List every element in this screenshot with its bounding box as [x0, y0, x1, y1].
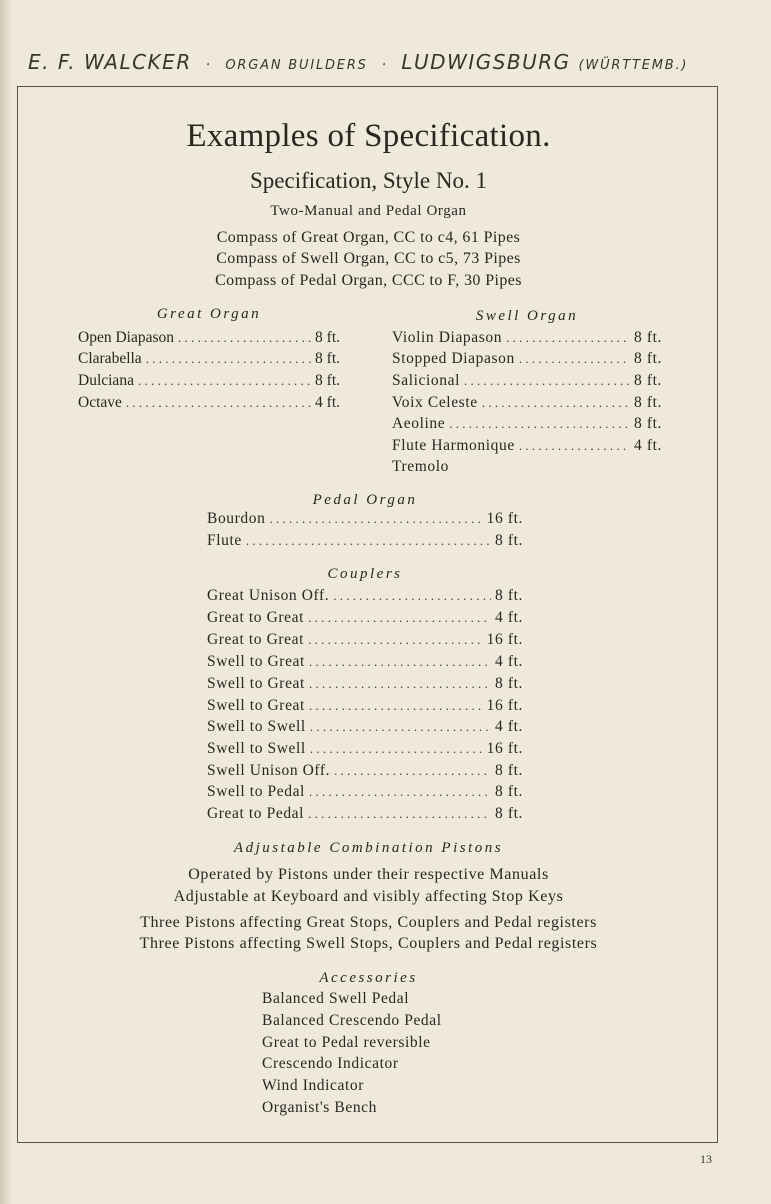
- coupler-name: Great to Great: [207, 631, 305, 648]
- accessory-item: Balanced Crescendo Pedal: [262, 1012, 442, 1029]
- stop-name: Flute: [207, 532, 242, 549]
- stop-pitch: 8 ft.: [634, 329, 662, 346]
- coupler-name: Swell to Great: [207, 653, 305, 670]
- stop-row: [392, 394, 662, 416]
- stop-name: Bourdon: [207, 510, 266, 527]
- organ-type: Two-Manual and Pedal Organ: [270, 203, 467, 219]
- stop-row: [207, 532, 523, 554]
- accessories-heading: Accessories: [319, 970, 418, 986]
- coupler-pitch: 16 ft.: [486, 697, 523, 714]
- city-name: LUDWIGSBURG: [401, 50, 571, 74]
- coupler-name: Swell to Pedal: [207, 783, 305, 800]
- coupler-pitch: 4 ft.: [495, 718, 523, 735]
- accessory-item: Crescendo Indicator: [262, 1055, 399, 1072]
- coupler-name: Swell to Great: [207, 675, 305, 692]
- pistons-heading: Adjustable Combination Pistons: [233, 840, 504, 856]
- coupler-pitch: 16 ft.: [486, 740, 523, 757]
- stop-row: [78, 372, 340, 394]
- coupler-pitch: 8 ft.: [495, 783, 523, 800]
- stop-name: Octave: [78, 394, 122, 411]
- coupler-row: [207, 609, 523, 631]
- coupler-row: [207, 783, 523, 805]
- stop-name: Flute Harmonique: [392, 437, 515, 454]
- coupler-row: [207, 718, 523, 740]
- pistons-line: Operated by Pistons under their respective Manuals: [188, 866, 549, 883]
- stop-row: [207, 510, 523, 532]
- stop-pitch: 4 ft.: [634, 437, 662, 454]
- coupler-pitch: 8 ft.: [495, 587, 523, 604]
- coupler-row: [207, 653, 523, 675]
- specification-subtitle: Specification, Style No. 1: [250, 168, 487, 193]
- coupler-row: [207, 762, 523, 784]
- compass-line: Compass of Great Organ, CC to c4, 61 Pipes: [216, 229, 521, 246]
- stop-name: Clarabella: [78, 350, 142, 367]
- accessory-item: Balanced Swell Pedal: [262, 990, 410, 1007]
- stop-name: Voix Celeste: [392, 394, 478, 411]
- coupler-row: [207, 740, 523, 762]
- stop-pitch: 8 ft.: [634, 394, 662, 411]
- pistons-line: Three Pistons affecting Swell Stops, Couplers and Pedal registers: [139, 935, 598, 952]
- stop-row: [392, 437, 662, 459]
- coupler-row: [207, 631, 523, 653]
- stop-row: [392, 350, 662, 372]
- stop-row: [392, 372, 662, 394]
- coupler-pitch: 8 ft.: [495, 805, 523, 822]
- stop-pitch: 4 ft.: [315, 394, 340, 411]
- stop-pitch: 8 ft.: [315, 329, 340, 346]
- pistons-line: Three Pistons affecting Great Stops, Couplers and Pedal registers: [140, 914, 597, 931]
- coupler-name: Swell to Great: [207, 697, 305, 714]
- accessory-item: Wind Indicator: [262, 1077, 365, 1094]
- coupler-name: Great to Great: [207, 609, 305, 626]
- compass-line: Compass of Swell Organ, CC to c5, 73 Pipes: [216, 250, 521, 267]
- stop-row: [78, 350, 340, 372]
- coupler-name: Swell to Swell: [207, 718, 306, 735]
- coupler-name: Swell to Swell: [207, 740, 306, 757]
- stop-pitch: 16 ft.: [486, 510, 523, 527]
- pistons-line: Adjustable at Keyboard and visibly affecting Stop Keys: [173, 888, 564, 905]
- swell-organ-heading: Swell Organ: [475, 308, 579, 324]
- coupler-row: [207, 697, 523, 719]
- running-head: [28, 50, 728, 74]
- stop-pitch: 8 ft.: [315, 372, 340, 389]
- great-organ-heading: Great Organ: [156, 306, 262, 322]
- tremolo-label: Tremolo: [392, 458, 450, 475]
- coupler-pitch: 8 ft.: [495, 675, 523, 692]
- stop-pitch: 8 ft.: [634, 372, 662, 389]
- separator: ·: [381, 57, 388, 73]
- stop-row: [78, 394, 340, 416]
- accessory-item: Organist's Bench: [262, 1099, 377, 1116]
- accessory-item: Great to Pedal reversible: [262, 1034, 431, 1051]
- maker-name: E. F. WALCKER: [28, 50, 192, 74]
- stop-row: [392, 329, 662, 351]
- trade-name: ORGAN BUILDERS: [225, 58, 368, 73]
- page-number: 13: [700, 1152, 712, 1166]
- pedal-organ-heading: Pedal Organ: [312, 492, 418, 508]
- coupler-pitch: 16 ft.: [486, 631, 523, 648]
- stop-pitch: 8 ft.: [495, 532, 523, 549]
- stop-name: Violin Diapason: [392, 329, 503, 346]
- coupler-row: [207, 587, 523, 609]
- stop-pitch: 8 ft.: [315, 350, 340, 367]
- coupler-pitch: 8 ft.: [495, 762, 523, 779]
- coupler-pitch: 4 ft.: [495, 653, 523, 670]
- coupler-name: Swell Unison Off.: [207, 762, 331, 779]
- stop-row: [78, 329, 340, 351]
- stop-pitch: 8 ft.: [634, 415, 662, 432]
- stop-name: Open Diapason: [78, 329, 174, 346]
- stop-name: Stopped Diapason: [392, 350, 515, 367]
- stop-name: Dulciana: [78, 372, 134, 389]
- separator: ·: [205, 57, 212, 73]
- coupler-name: Great to Pedal: [207, 805, 305, 822]
- region-name: (WÜRTTEMB.): [578, 58, 689, 73]
- stop-name: Aeoline: [392, 415, 446, 432]
- page-title: Examples of Specification.: [186, 118, 551, 154]
- stop-pitch: 8 ft.: [634, 350, 662, 367]
- coupler-row: [207, 675, 523, 697]
- stop-row: [392, 415, 662, 437]
- stop-name: Salicional: [392, 372, 460, 389]
- coupler-row: [207, 805, 523, 827]
- couplers-heading: Couplers: [327, 566, 403, 582]
- compass-line: Compass of Pedal Organ, CCC to F, 30 Pipes: [215, 272, 522, 289]
- coupler-pitch: 4 ft.: [495, 609, 523, 626]
- coupler-name: Great Unison Off.: [207, 587, 330, 604]
